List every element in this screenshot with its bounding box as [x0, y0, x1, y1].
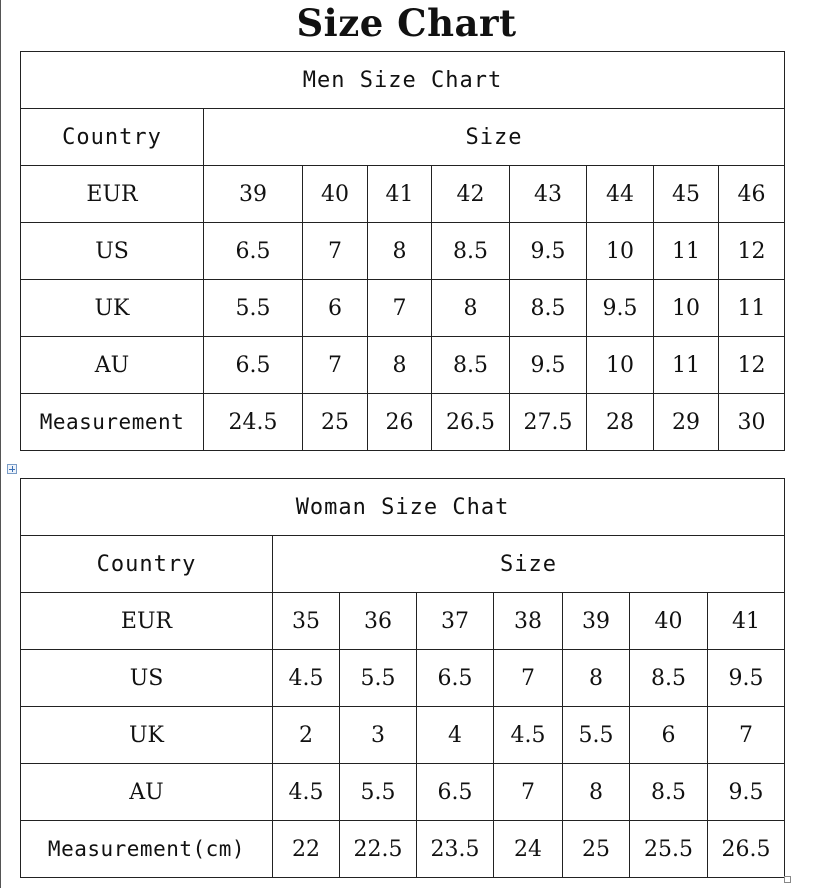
table-row [21, 280, 785, 337]
table-cell: 36 [340, 593, 417, 650]
table-cell: 25.5 [630, 821, 708, 878]
table-cell: 26.5 [432, 394, 510, 451]
table-cell: 25 [563, 821, 630, 878]
table-cell: 37 [417, 593, 494, 650]
table-cell: 9.5 [708, 650, 785, 707]
table-cell: 40 [630, 593, 708, 650]
row-label: US [21, 223, 204, 280]
table-cell: 28 [587, 394, 654, 451]
table-cell: 11 [654, 337, 719, 394]
table-cell: 5.5 [340, 650, 417, 707]
men-size-table [20, 51, 785, 451]
page-title: Size Chart [296, 1, 517, 45]
table-row [21, 223, 785, 280]
table-cell: 8.5 [432, 223, 510, 280]
table-cell: 7 [494, 764, 563, 821]
men-table-title: Men Size Chart [21, 52, 785, 109]
table-cell: 24 [494, 821, 563, 878]
women-size-table [20, 478, 785, 878]
table-cell: 4.5 [273, 764, 340, 821]
table-cell: 27.5 [510, 394, 587, 451]
table-cell: 7 [303, 223, 368, 280]
table-cell: 6.5 [204, 337, 303, 394]
table-cell: 22 [273, 821, 340, 878]
table-cell: 11 [654, 223, 719, 280]
table-cell: 10 [587, 337, 654, 394]
women-header-row [21, 536, 785, 593]
table-cell: 6 [303, 280, 368, 337]
table-cell: 4.5 [273, 650, 340, 707]
table-cell: 4.5 [494, 707, 563, 764]
table-cell: 41 [708, 593, 785, 650]
row-label: AU [21, 764, 273, 821]
table-cell: 8.5 [630, 764, 708, 821]
table-row [21, 394, 785, 451]
table-cell: 10 [587, 223, 654, 280]
women-table-title: Woman Size Chat [21, 479, 785, 536]
table-cell: 38 [494, 593, 563, 650]
table-cell: 44 [587, 166, 654, 223]
table-cell: 46 [719, 166, 785, 223]
table-cell: 30 [719, 394, 785, 451]
table-cell: 2 [273, 707, 340, 764]
row-label: UK [21, 280, 204, 337]
table-cell: 41 [368, 166, 432, 223]
row-label: Measurement [21, 394, 204, 451]
table-row [21, 593, 785, 650]
table-cell: 23.5 [417, 821, 494, 878]
men-title-row [21, 52, 785, 109]
table-cell: 3 [340, 707, 417, 764]
table-cell: 24.5 [204, 394, 303, 451]
table-cell: 7 [368, 280, 432, 337]
table-cell: 39 [563, 593, 630, 650]
table-cell: 7 [494, 650, 563, 707]
table-cell: 9.5 [510, 337, 587, 394]
women-size-header: Size [273, 536, 785, 593]
table-cell: 8 [563, 650, 630, 707]
table-cell: 8.5 [630, 650, 708, 707]
table-row [21, 337, 785, 394]
table-cell: 7 [303, 337, 368, 394]
table-cell: 26.5 [708, 821, 785, 878]
table-row [21, 166, 785, 223]
page-left-edge [0, 0, 1, 888]
row-label: Measurement(cm) [21, 821, 273, 878]
table-cell: 6.5 [417, 650, 494, 707]
table-row [21, 764, 785, 821]
men-size-header: Size [204, 109, 785, 166]
table-cell: 6.5 [204, 223, 303, 280]
row-label: US [21, 650, 273, 707]
table-cell: 7 [708, 707, 785, 764]
table-cell: 9.5 [510, 223, 587, 280]
table-cell: 8 [368, 223, 432, 280]
men-header-row [21, 109, 785, 166]
row-label: AU [21, 337, 204, 394]
table-cell: 45 [654, 166, 719, 223]
table-cell: 8 [432, 280, 510, 337]
women-title-row [21, 479, 785, 536]
table-cell: 43 [510, 166, 587, 223]
resize-square-icon[interactable] [784, 876, 791, 883]
table-cell: 42 [432, 166, 510, 223]
table-row [21, 821, 785, 878]
row-label: EUR [21, 166, 204, 223]
row-label: EUR [21, 593, 273, 650]
table-cell: 39 [204, 166, 303, 223]
table-cell: 29 [654, 394, 719, 451]
table-cell: 12 [719, 337, 785, 394]
table-cell: 26 [368, 394, 432, 451]
table-row [21, 707, 785, 764]
table-cell: 9.5 [587, 280, 654, 337]
move-cross-icon[interactable] [7, 464, 17, 474]
table-cell: 6.5 [417, 764, 494, 821]
table-cell: 40 [303, 166, 368, 223]
table-cell: 8 [368, 337, 432, 394]
table-cell: 5.5 [563, 707, 630, 764]
table-cell: 12 [719, 223, 785, 280]
table-cell: 8.5 [510, 280, 587, 337]
table-cell: 9.5 [708, 764, 785, 821]
table-cell: 5.5 [340, 764, 417, 821]
table-cell: 11 [719, 280, 785, 337]
table-cell: 35 [273, 593, 340, 650]
table-cell: 8 [563, 764, 630, 821]
men-country-header: Country [21, 109, 204, 166]
table-cell: 8.5 [432, 337, 510, 394]
women-country-header: Country [21, 536, 273, 593]
table-cell: 25 [303, 394, 368, 451]
table-cell: 10 [654, 280, 719, 337]
table-cell: 4 [417, 707, 494, 764]
table-row [21, 650, 785, 707]
table-cell: 6 [630, 707, 708, 764]
table-cell: 22.5 [340, 821, 417, 878]
table-cell: 5.5 [204, 280, 303, 337]
row-label: UK [21, 707, 273, 764]
